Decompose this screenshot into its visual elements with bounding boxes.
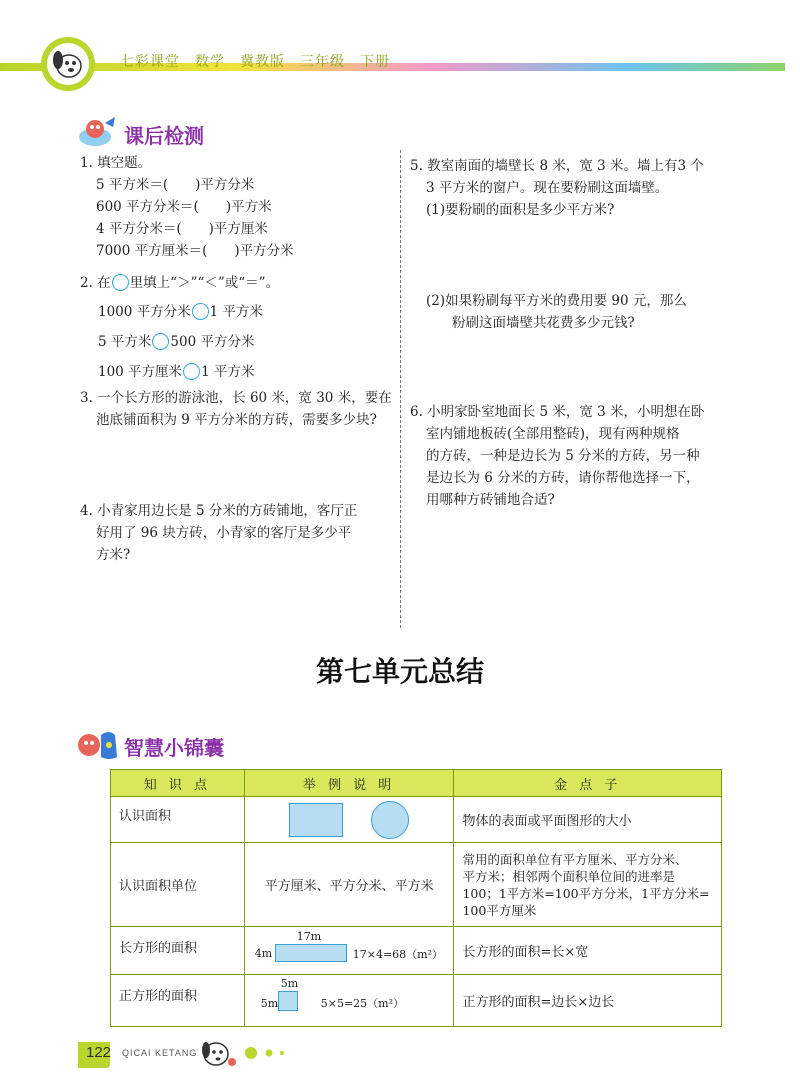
compare-row (98, 301, 263, 323)
knowledge-point: 认识面积 (111, 797, 245, 843)
q1-line: 4 平方分米＝( )平方厘米 (96, 221, 268, 237)
tip-line: 常用的面积单位有平方厘米、平方分米、 (462, 851, 688, 867)
q5-line: 3 平方米的窗户。现在要粉刷这面墙壁。 (426, 180, 669, 196)
compare-right: 500 平方分米 (170, 334, 255, 350)
rectangle-example-icon (275, 944, 347, 962)
page-number: 122 (86, 1044, 112, 1061)
tip-cell: 正方形的面积=边长×边长 (454, 975, 722, 1027)
section-title-wisdom-tips: 智慧小锦囊 (124, 738, 224, 760)
q5-sub-question-2 (426, 290, 687, 334)
tip-cell: 物体的表面或平面图形的大小 (454, 797, 722, 843)
column-header: 举 例 说 明 (244, 770, 454, 797)
example-cell (244, 975, 454, 1027)
compare-left: 5 平方米 (98, 334, 152, 350)
q6-line: 6. 小明家卧室地面长 5 米，宽 3 米，小明想在卧 (410, 404, 705, 420)
q1-line: 5 平方米＝( )平方分米 (96, 177, 255, 193)
question-1-title: 1. 填空题。 (80, 155, 152, 171)
question-4 (80, 500, 357, 566)
footer-dog-icon (196, 1032, 240, 1076)
knowledge-point: 正方形的面积 (111, 975, 245, 1027)
table-row (111, 975, 722, 1027)
q5-sub2-line: (2)如果粉刷每平方米的费用要 90 元，那么 (426, 293, 687, 309)
compare-circle[interactable] (152, 333, 169, 350)
column-divider (400, 150, 401, 628)
q4-line: 方米? (96, 547, 131, 563)
tip-line: 100平方厘米 (462, 902, 537, 918)
q3-line: 池底铺面积为 9 平方分米的方砖，需要多少块? (96, 412, 377, 428)
compare-row (98, 361, 254, 383)
table-row (111, 797, 722, 843)
q3-line: 3. 一个长方形的游泳池，长 60 米，宽 30 米，要在 (80, 390, 392, 406)
q6-line: 是边长为 6 分米的方砖，请你帮他选择一下， (426, 470, 700, 486)
question-5 (410, 155, 704, 221)
example-cell (244, 797, 454, 843)
footer-dots-icon (244, 1046, 294, 1060)
footer-brand: QICAI KETANG (122, 1048, 198, 1058)
tip-cell (454, 843, 722, 927)
compare-circle[interactable] (183, 363, 200, 380)
q5-line: 5. 教室南面的墙壁长 8 米，宽 3 米。墙上有3 个 (410, 158, 704, 174)
dog-mascot-icon (38, 34, 98, 94)
compare-right: 1 平方米 (201, 364, 255, 380)
question-2-title (80, 272, 279, 294)
compare-left: 100 平方厘米 (98, 364, 183, 380)
compare-right: 1 平方米 (209, 304, 264, 320)
q6-line: 用哪种方砖铺地合适? (426, 492, 555, 508)
compare-circle[interactable] (192, 303, 209, 320)
test-mascot-icon (75, 115, 119, 149)
q1-line: 7000 平方厘米＝( )平方分米 (96, 243, 294, 259)
tips-bag-icon (75, 725, 119, 761)
table-row (111, 927, 722, 975)
compare-row (98, 331, 254, 353)
unit-summary-title: 第七单元总结 (315, 656, 484, 687)
tip-line: 100；1平方米=100平方分米，1平方分米= (462, 885, 710, 901)
question-1 (80, 152, 294, 262)
question-6 (410, 401, 705, 511)
column-header: 知 识 点 (111, 770, 245, 797)
compare-left: 1000 平方分米 (98, 304, 191, 320)
knowledge-point: 长方形的面积 (111, 927, 245, 975)
q4-line: 好用了 96 块方砖，小青家的客厅是多少平 (96, 525, 352, 541)
q6-line: 的方砖，一种是边长为 5 分米的方砖，另一种 (426, 448, 700, 464)
circle-shape-icon (371, 801, 409, 839)
q6-line: 室内铺地板砖(全部用整砖)，现有两种规格 (426, 426, 680, 442)
q5-sub2-line: 粉刷这面墙壁共花费多少元钱? (452, 315, 635, 331)
compare-circle (112, 274, 129, 291)
q2-prefix: 2. 在 (80, 275, 111, 291)
square-example-icon (278, 991, 298, 1011)
q5-sub-question-1: (1)要粉刷的面积是多少平方米? (426, 202, 615, 218)
example-cell: 平方厘米、平方分米、平方米 (244, 843, 454, 927)
question-3 (80, 387, 392, 431)
square-top-label: 5m (280, 977, 299, 990)
column-header: 金 点 子 (454, 770, 722, 797)
square-left-label: 5m (260, 997, 279, 1010)
table-row (111, 843, 722, 927)
rect-width-label: 4m (254, 947, 273, 960)
rect-length-label: 17m (296, 930, 322, 943)
q4-line: 4. 小青家用边长是 5 分米的方砖铺地，客厅正 (80, 503, 358, 519)
section-title-after-class-test: 课后检测 (124, 126, 204, 148)
header-title: 七彩课堂 数学 冀教版 三年级 下册 (120, 53, 390, 69)
square-formula: 5×5=25（m²） (320, 997, 405, 1010)
summary-table (110, 769, 722, 1027)
q1-line: 600 平方分米＝( )平方米 (96, 199, 272, 215)
rectangle-shape-icon (289, 803, 343, 837)
example-cell (244, 927, 454, 975)
table-header-row (111, 770, 722, 797)
tip-line: 平方米；相邻两个面积单位间的进率是 (462, 868, 675, 884)
q2-suffix: 里填上“＞”“＜”或“＝”。 (129, 275, 280, 291)
rect-formula: 17×4=68（m²） (352, 948, 444, 961)
knowledge-point: 认识面积单位 (111, 843, 245, 927)
tip-cell: 长方形的面积=长×宽 (454, 927, 722, 975)
